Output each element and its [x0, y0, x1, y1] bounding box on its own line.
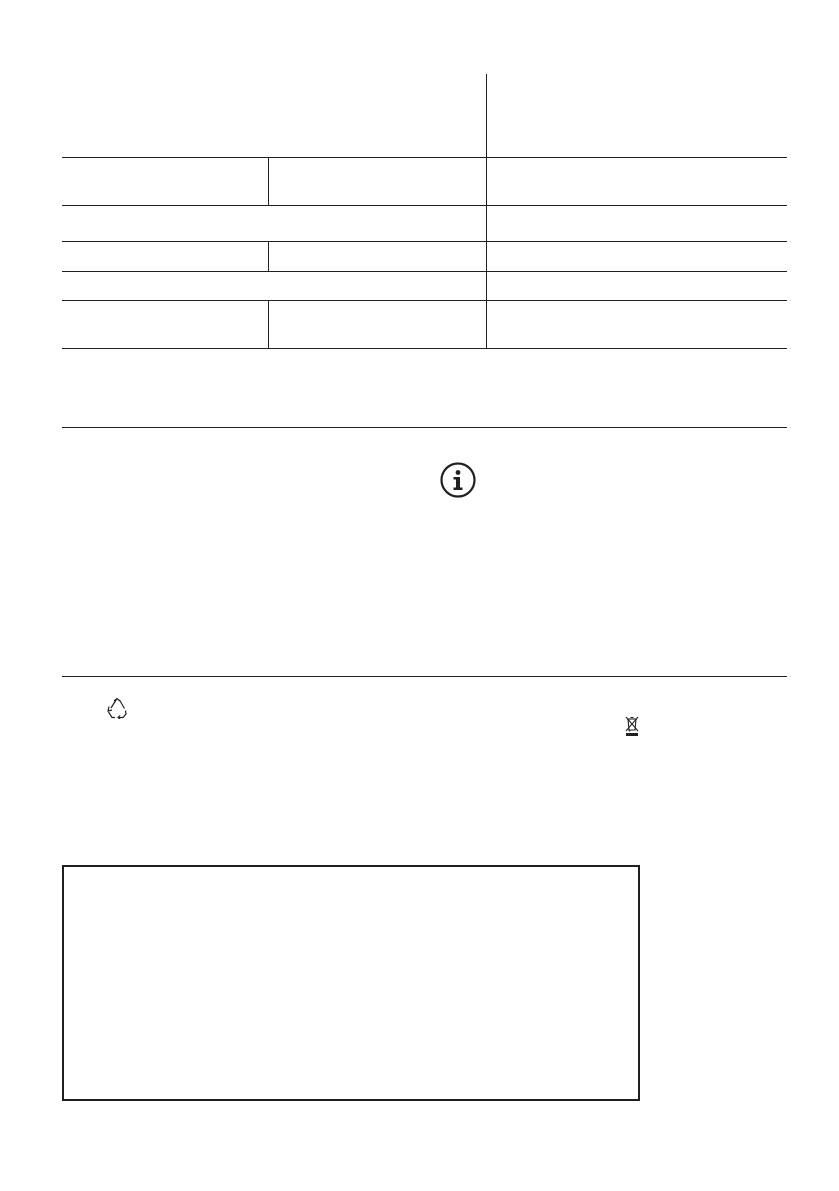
info-icon	[440, 462, 476, 498]
section-divider	[62, 676, 787, 677]
section-divider	[62, 427, 787, 428]
table-center-divider	[486, 74, 487, 348]
table-row-line	[62, 271, 787, 272]
table-row-1-split	[268, 157, 269, 205]
table-row-line	[62, 348, 787, 349]
table-row-line	[62, 300, 787, 301]
crossed-out-bin-icon	[624, 715, 640, 737]
table-row-3-split	[268, 241, 269, 271]
table-row-line	[62, 241, 787, 242]
table-row-line	[62, 205, 787, 206]
table-row-5-split	[268, 300, 269, 348]
note-box	[62, 865, 640, 1101]
table-row-line	[62, 157, 787, 158]
recycle-icon	[105, 697, 129, 719]
